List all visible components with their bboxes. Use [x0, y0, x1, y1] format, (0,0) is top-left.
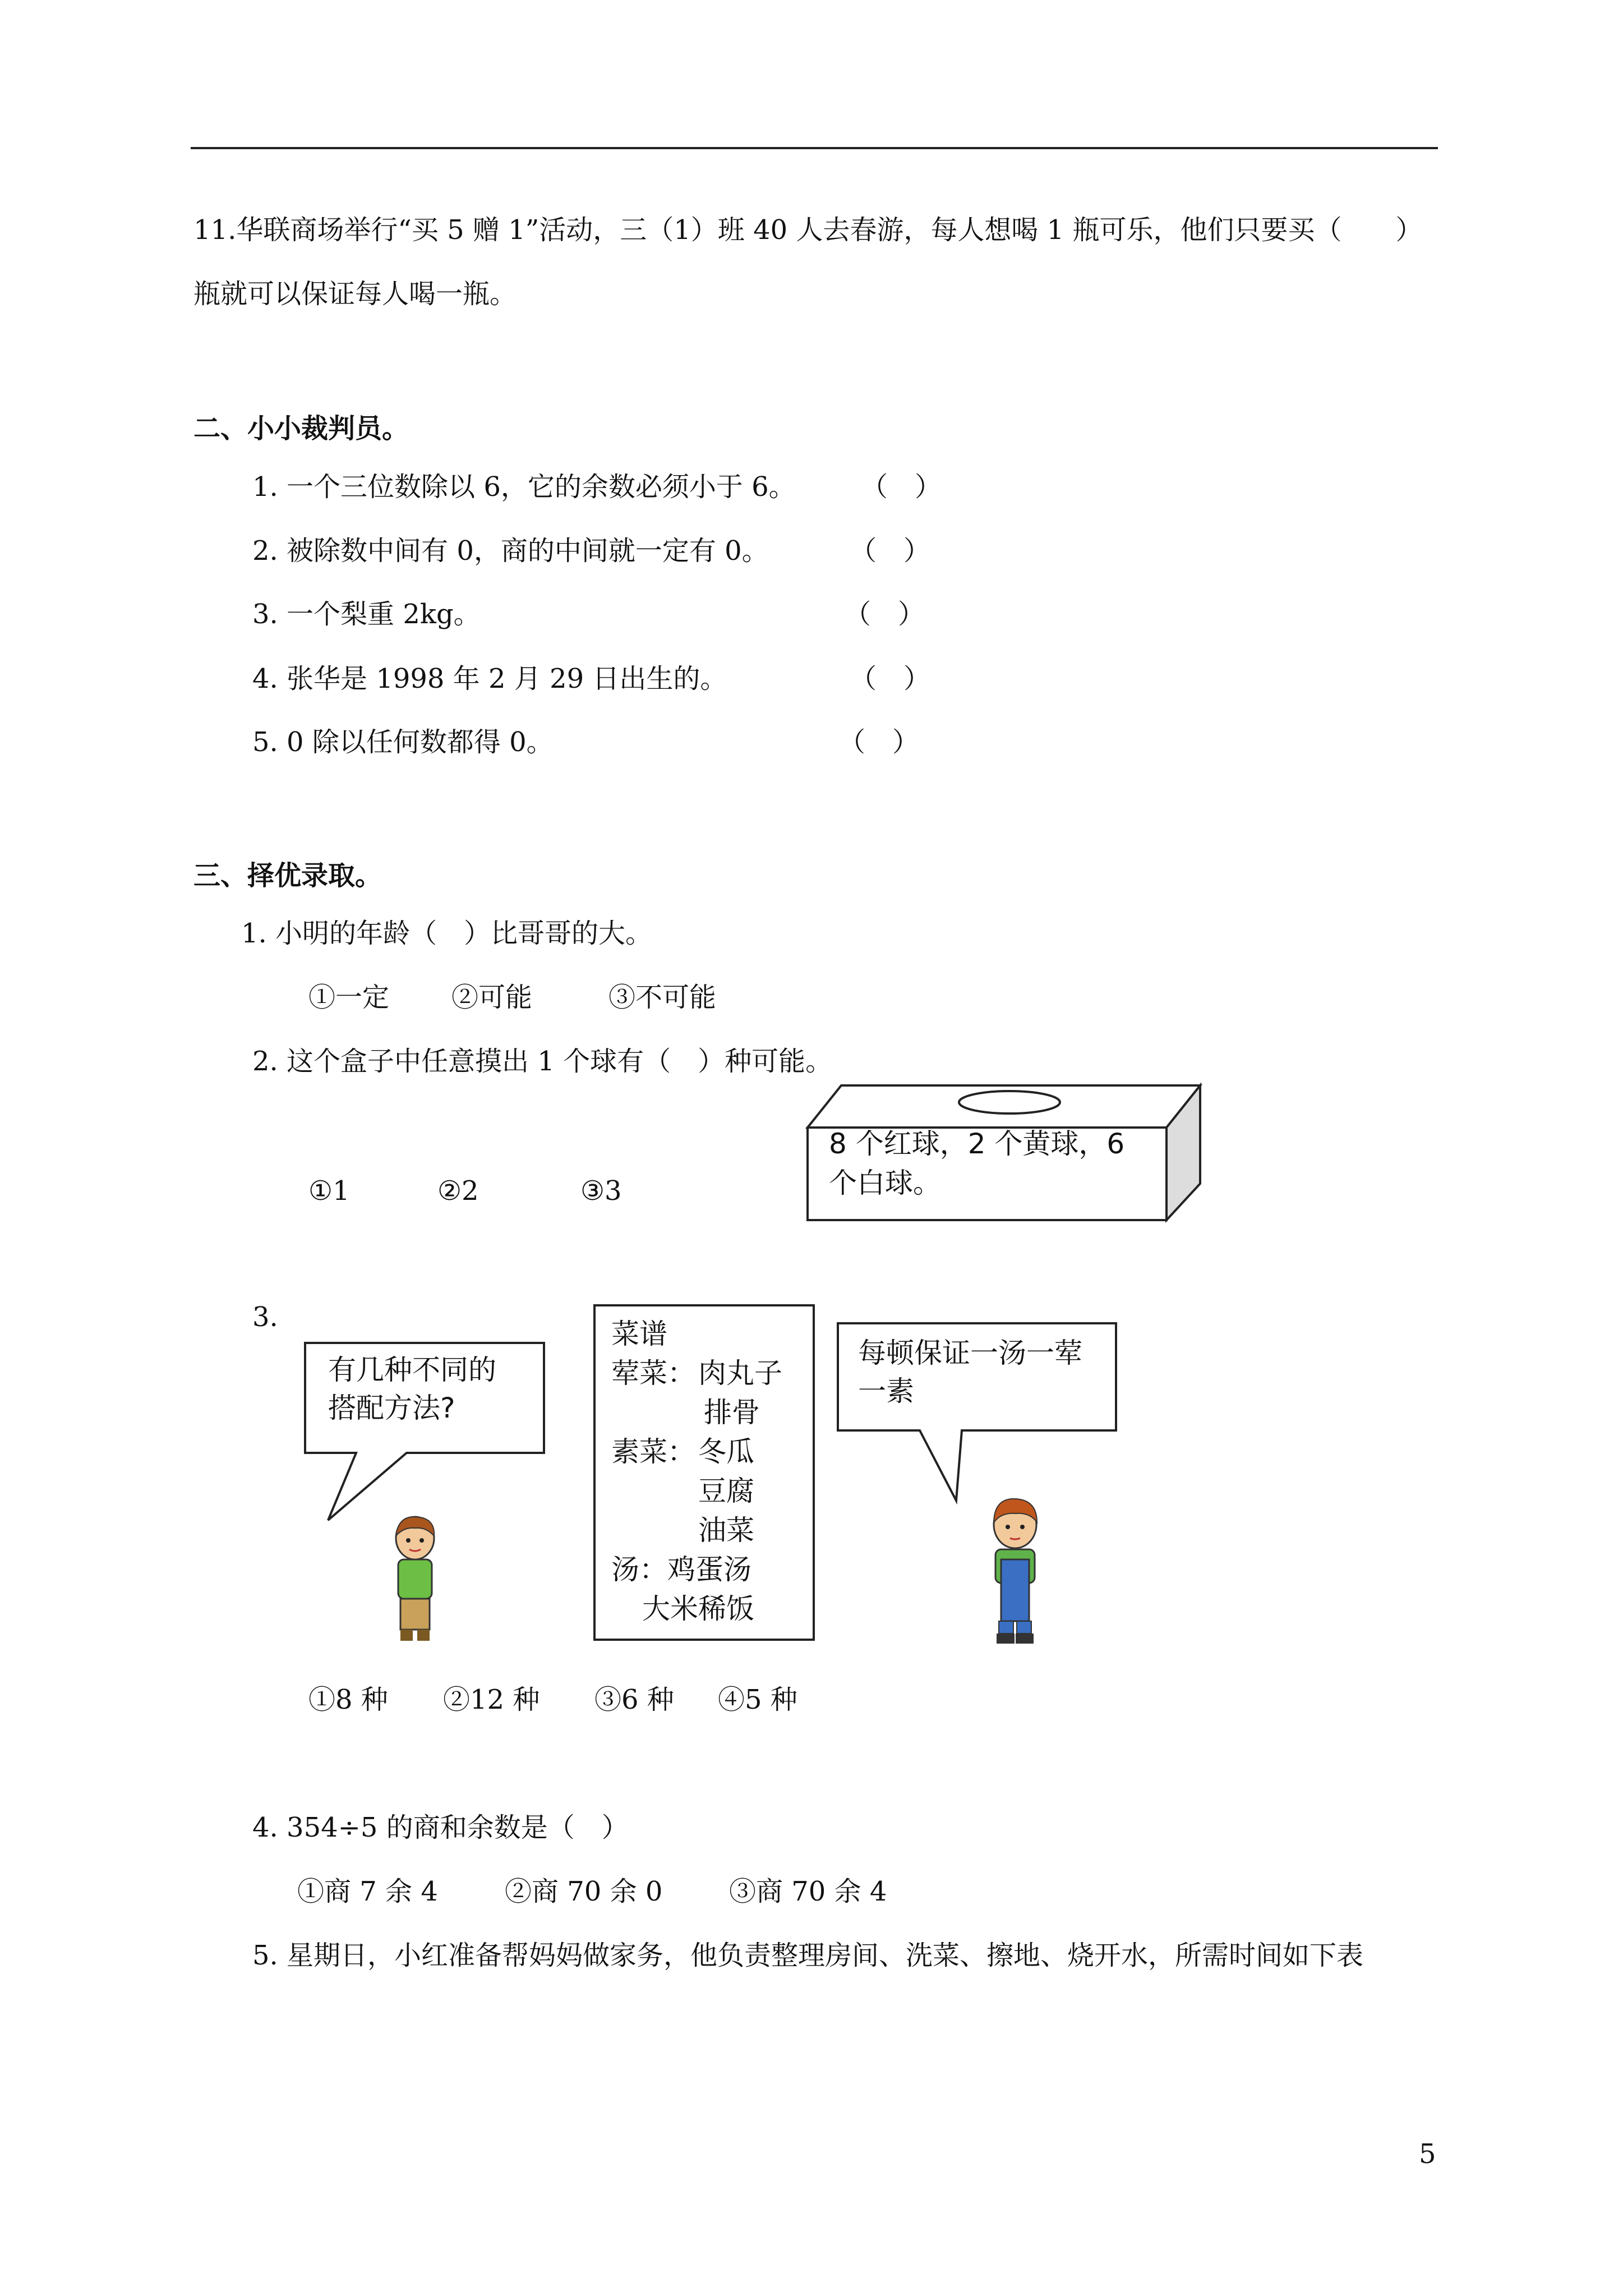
s3-q1-option-1: ①一定 — [308, 982, 390, 1013]
right-bubble-line1: 每顿保证一汤一荤 — [858, 1337, 1082, 1369]
menu-veg-1: 冬瓜 — [698, 1435, 754, 1468]
s3-q4-text: 4. 354÷5 的商和余数是（ ） — [252, 1812, 629, 1843]
s3-q4-option-1: ①商 7 余 4 — [297, 1876, 438, 1907]
menu-meat-1: 肉丸子 — [698, 1357, 782, 1389]
section3-title: 三、择优录取。 — [193, 860, 382, 891]
box-label-line1: 8 个红球，2 个黄球，6 — [829, 1128, 1125, 1160]
page-number: 5 — [1419, 2138, 1436, 2170]
s3-q1-option-2: ②可能 — [451, 982, 533, 1013]
q11-line1: 11.华联商场举行“买 5 赠 1”活动，三（1）班 40 人去春游，每人想喝 1 瓶可乐，他们只要买（ ） — [193, 214, 1423, 246]
menu-soup-2: 大米稀饭 — [642, 1593, 754, 1625]
s2-item-2-paren: （ ） — [850, 535, 931, 567]
menu-title: 菜谱 — [611, 1318, 667, 1350]
box-opening — [959, 1091, 1060, 1114]
menu-meat-2: 排骨 — [704, 1396, 760, 1429]
s3-q3-option-3: ③6 种 — [594, 1684, 674, 1715]
boy-figure-right — [979, 1498, 1052, 1652]
left-bubble-line2: 搭配方法? — [328, 1392, 455, 1424]
q11-line2: 瓶就可以保证每人喝一瓶。 — [193, 278, 517, 310]
menu-veg-label: 素菜： — [611, 1435, 695, 1468]
s3-q1-option-3: ③不可能 — [608, 982, 717, 1013]
section2-title: 二、小小裁判员。 — [193, 413, 409, 444]
header-rule — [191, 147, 1438, 149]
s2-item-3-paren: （ ） — [844, 599, 925, 630]
s3-q3-number: 3. — [252, 1301, 278, 1333]
s3-q2-option-1: ①1 — [308, 1175, 350, 1207]
s2-item-1: 1. 一个三位数除以 6，它的余数必须小于 6。 — [252, 471, 796, 503]
menu-veg-3: 油菜 — [698, 1514, 754, 1547]
boy-figure-left — [381, 1515, 449, 1649]
s3-q4-option-2: ②商 70 余 0 — [505, 1876, 663, 1907]
s3-q1-text: 1. 小明的年龄（ ）比哥哥的大。 — [241, 918, 653, 949]
s2-item-4: 4. 张华是 1998 年 2 月 29 日出生的。 — [252, 663, 727, 694]
s2-item-4-paren: （ ） — [850, 663, 931, 694]
right-bubble-line2: 一素 — [858, 1375, 914, 1407]
s3-q2-option-3: ③3 — [580, 1175, 622, 1207]
s3-q3-option-1: ①8 种 — [308, 1684, 388, 1715]
s3-q2-option-2: ②2 — [437, 1175, 479, 1207]
left-bubble-line1: 有几种不同的 — [328, 1354, 496, 1386]
s3-q2-text: 2. 这个盒子中任意摸出 1 个球有（ ）种可能。 — [252, 1046, 833, 1077]
s2-item-3: 3. 一个梨重 2kg。 — [252, 599, 481, 630]
menu-soup-1: 鸡蛋汤 — [667, 1553, 751, 1586]
s3-q3-option-2: ②12 种 — [443, 1684, 540, 1715]
s2-item-5: 5. 0 除以任何数都得 0。 — [252, 726, 554, 758]
s2-item-2: 2. 被除数中间有 0，商的中间就一定有 0。 — [252, 535, 769, 567]
s3-q4-option-3: ③商 70 余 4 — [729, 1876, 887, 1907]
s2-item-1-paren: （ ） — [861, 471, 942, 503]
box-label-line2: 个白球。 — [829, 1167, 941, 1199]
menu-meat-label: 荤菜： — [611, 1357, 695, 1389]
menu-soup-label: 汤： — [611, 1553, 667, 1586]
s3-q3-option-4: ④5 种 — [718, 1684, 797, 1715]
menu-veg-2: 豆腐 — [698, 1475, 754, 1507]
s2-item-5-paren: （ ） — [838, 726, 920, 758]
s3-q5-text: 5. 星期日，小红准备帮妈妈做家务，他负责整理房间、洗菜、擦地、烧开水，所需时间如下表 — [252, 1940, 1364, 1971]
